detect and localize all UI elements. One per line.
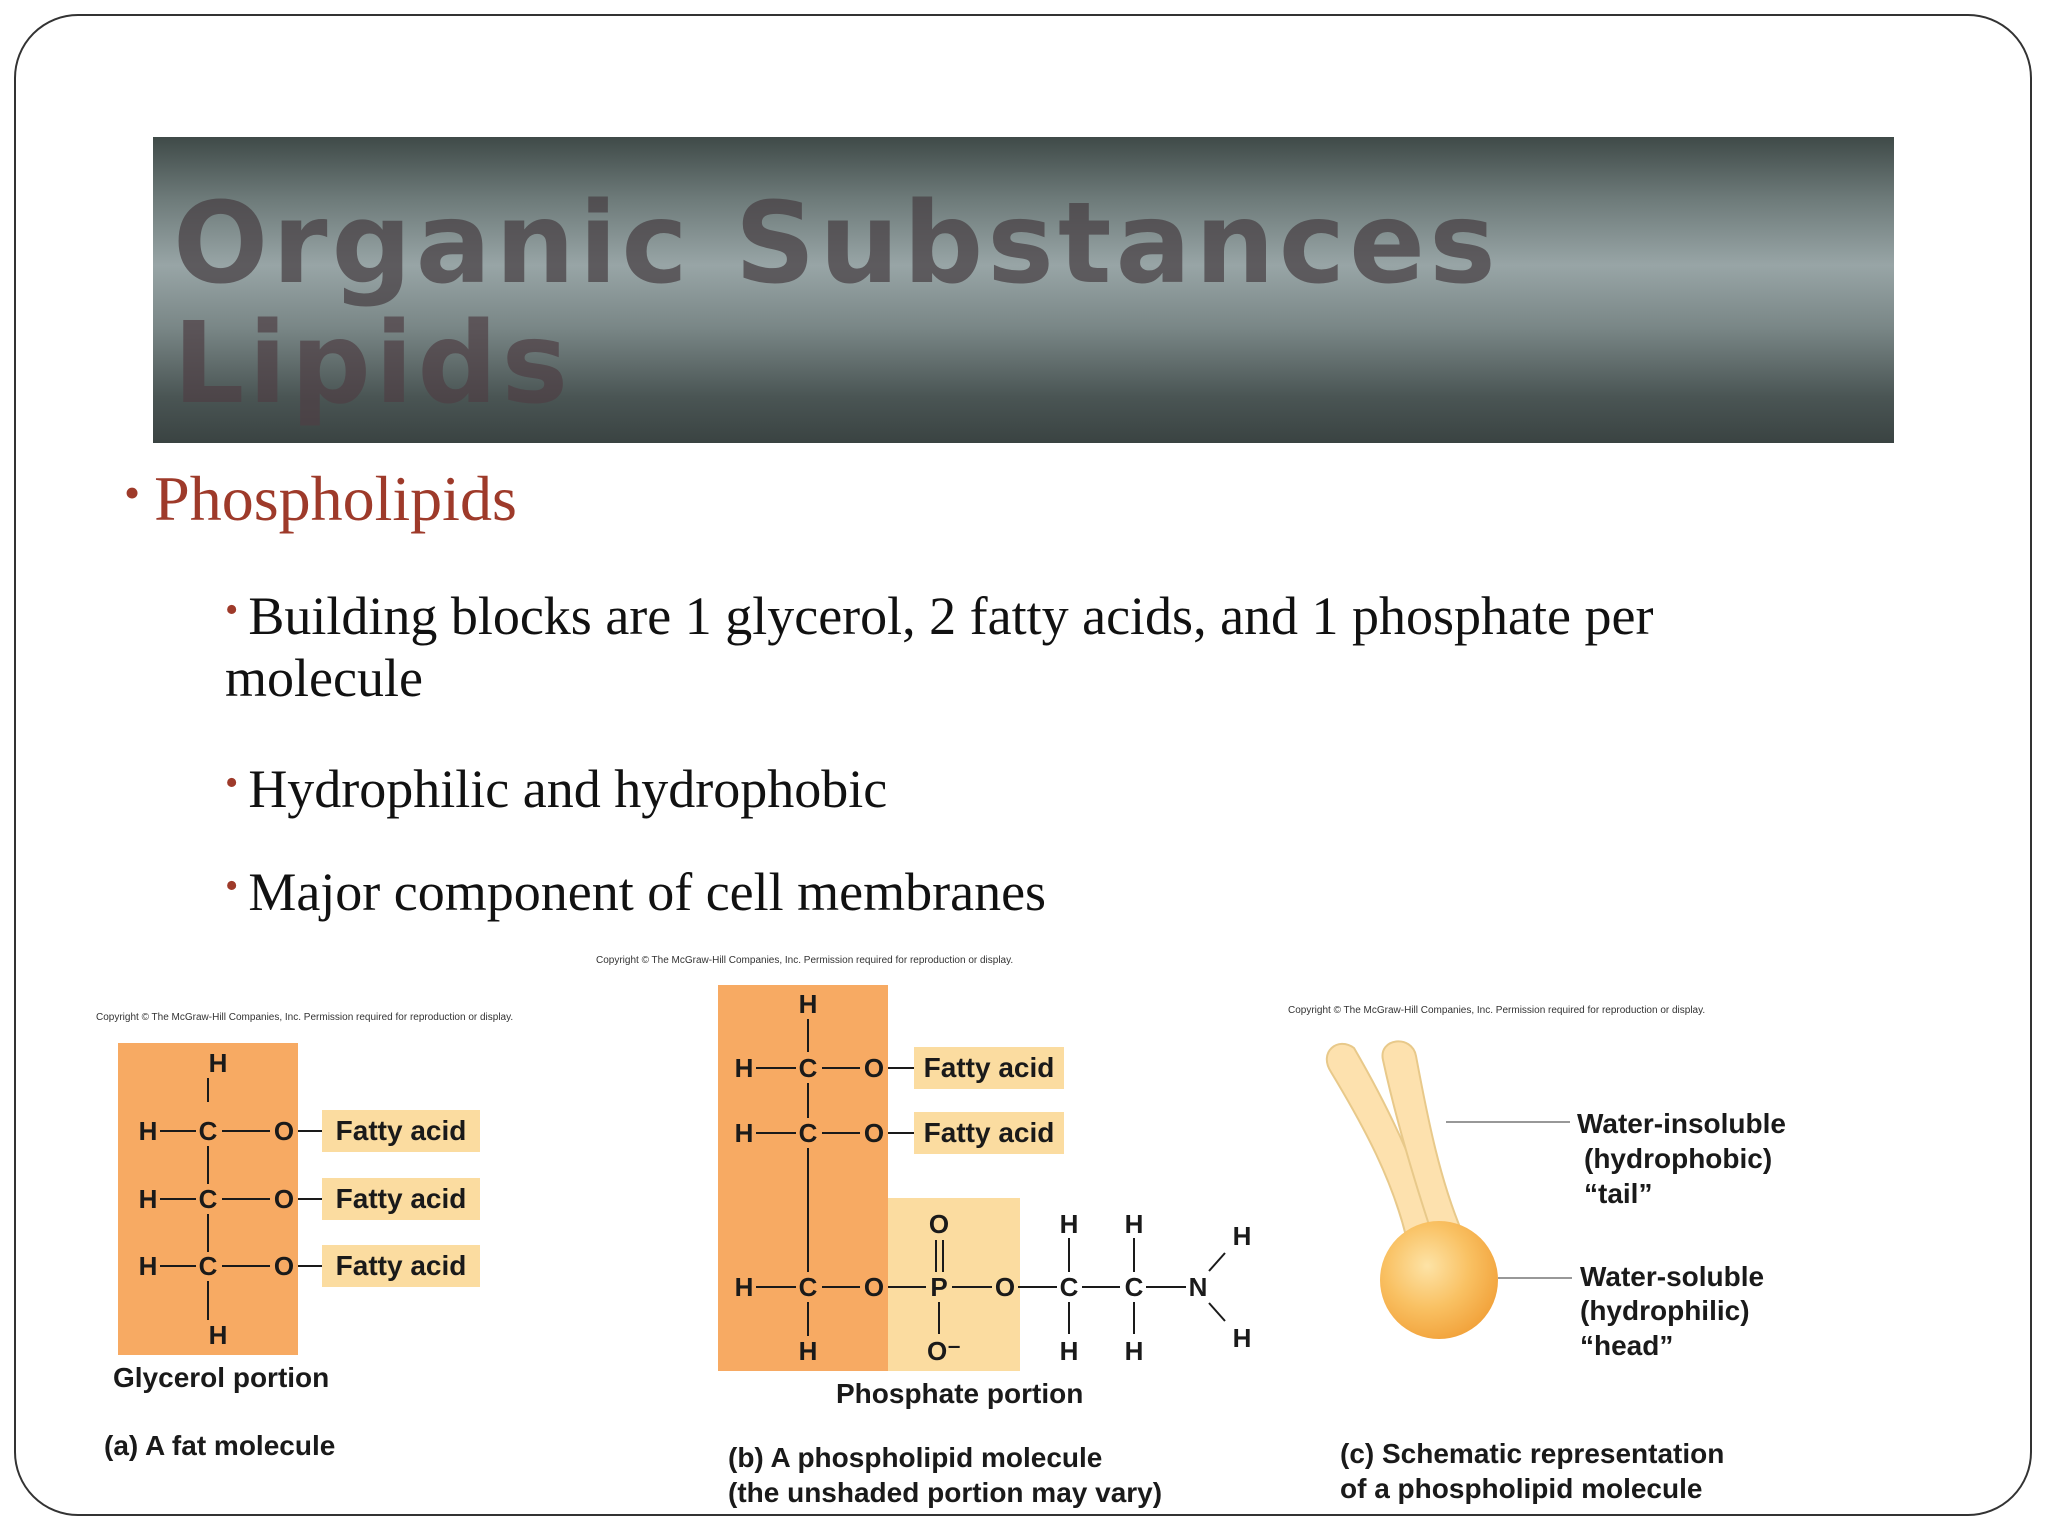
bullet-dot: •	[225, 762, 239, 804]
tail-label-line2: (hydrophobic)	[1584, 1143, 1773, 1174]
atom-h: H	[1124, 1336, 1144, 1366]
atom-h: H	[1059, 1209, 1079, 1239]
fatty-acid-box: Fatty acid	[322, 1178, 480, 1220]
fig-a-caption: (a) A fat molecule	[104, 1430, 336, 1461]
fig-c-caption-line2: of a phospholipid molecule	[1340, 1473, 1703, 1504]
atom-h: H	[798, 1336, 818, 1366]
atom-h: H	[1232, 1221, 1252, 1251]
copyright-a: Copyright © The McGraw-Hill Companies, Inc. Permission required for reproduction or display.	[96, 1012, 514, 1023]
atom-c: C	[198, 1184, 218, 1214]
atom-h: H	[208, 1048, 228, 1078]
fatty-acid-box: Fatty acid	[914, 1047, 1064, 1089]
atom-h: H	[138, 1184, 158, 1214]
atom-o: O	[928, 1209, 950, 1239]
atom-c: C	[198, 1116, 218, 1146]
atom-o: O	[273, 1251, 295, 1281]
atom-h: H	[734, 1053, 754, 1083]
glycerol-portion-label: Glycerol portion	[113, 1362, 330, 1393]
fatty-acid-box: Fatty acid	[322, 1110, 480, 1152]
atom-o: O	[273, 1184, 295, 1214]
subbullet-text: Major component of cell membranes	[248, 862, 1047, 922]
subbullet-continuation: molecule	[225, 648, 423, 708]
head-label-line2: (hydrophilic)	[1580, 1295, 1750, 1326]
fig-b-caption-line1: (b) A phospholipid molecule	[728, 1442, 1103, 1473]
head-label-line1: Water-soluble	[1580, 1261, 1765, 1292]
slide-subtitle: Lipids	[173, 299, 573, 429]
phosphate-portion-label: Phosphate portion	[836, 1378, 1084, 1409]
atom-c: C	[1124, 1272, 1144, 1302]
glycerol-block-b	[718, 985, 888, 1371]
atom-p: P	[930, 1272, 948, 1302]
atom-h: H	[1059, 1336, 1079, 1366]
bullet-text: Phospholipids	[154, 463, 517, 534]
atom-c: C	[198, 1251, 218, 1281]
copyright-b: Copyright © The McGraw-Hill Companies, Inc. Permission required for reproduction or display.	[596, 955, 1014, 966]
atom-h: H	[138, 1251, 158, 1281]
phospholipid-head	[1380, 1221, 1498, 1339]
atom-o: O	[273, 1116, 295, 1146]
bullet-dot: •	[124, 467, 141, 518]
fatty-acid-box: Fatty acid	[914, 1112, 1064, 1154]
atom-c: C	[798, 1272, 818, 1302]
fig-b-caption-line2: (the unshaded portion may vary)	[728, 1477, 1163, 1508]
atom-o: O	[863, 1118, 885, 1148]
bullet-dot: •	[225, 865, 239, 907]
bullet-dot: •	[225, 589, 239, 631]
atom-n: N	[1188, 1272, 1208, 1302]
copyright-c: Copyright © The McGraw-Hill Companies, Inc. Permission required for reproduction or display.	[1288, 1005, 1706, 1016]
atom-h: H	[1232, 1323, 1252, 1353]
atom-h: H	[734, 1272, 754, 1302]
atom-c: C	[798, 1053, 818, 1083]
atom-h: H	[208, 1320, 228, 1350]
subbullet-text: Building blocks are 1 glycerol, 2 fatty acids, and 1 phosphate per	[248, 586, 1654, 646]
subbullet-text: Hydrophilic and hydrophobic	[248, 759, 888, 819]
fatty-acid-box: Fatty acid	[322, 1245, 480, 1287]
phospholipid-tail	[1327, 1041, 1462, 1240]
atom-o-minus: O⁻	[927, 1336, 961, 1366]
slide-title: Organic Substances	[173, 179, 1500, 309]
atom-h: H	[734, 1118, 754, 1148]
tail-label-line3: “tail”	[1584, 1178, 1653, 1209]
tail-label-line1: Water-insoluble	[1577, 1108, 1786, 1139]
fig-c-caption-line1: (c) Schematic representation	[1340, 1438, 1725, 1469]
atom-c: C	[798, 1118, 818, 1148]
atom-o: O	[863, 1272, 885, 1302]
atom-h: H	[138, 1116, 158, 1146]
atom-o: O	[994, 1272, 1016, 1302]
atom-h: H	[1124, 1209, 1144, 1239]
atom-c: C	[1059, 1272, 1079, 1302]
atom-o: O	[863, 1053, 885, 1083]
head-label-line3: “head”	[1580, 1330, 1674, 1361]
atom-h: H	[798, 989, 818, 1019]
